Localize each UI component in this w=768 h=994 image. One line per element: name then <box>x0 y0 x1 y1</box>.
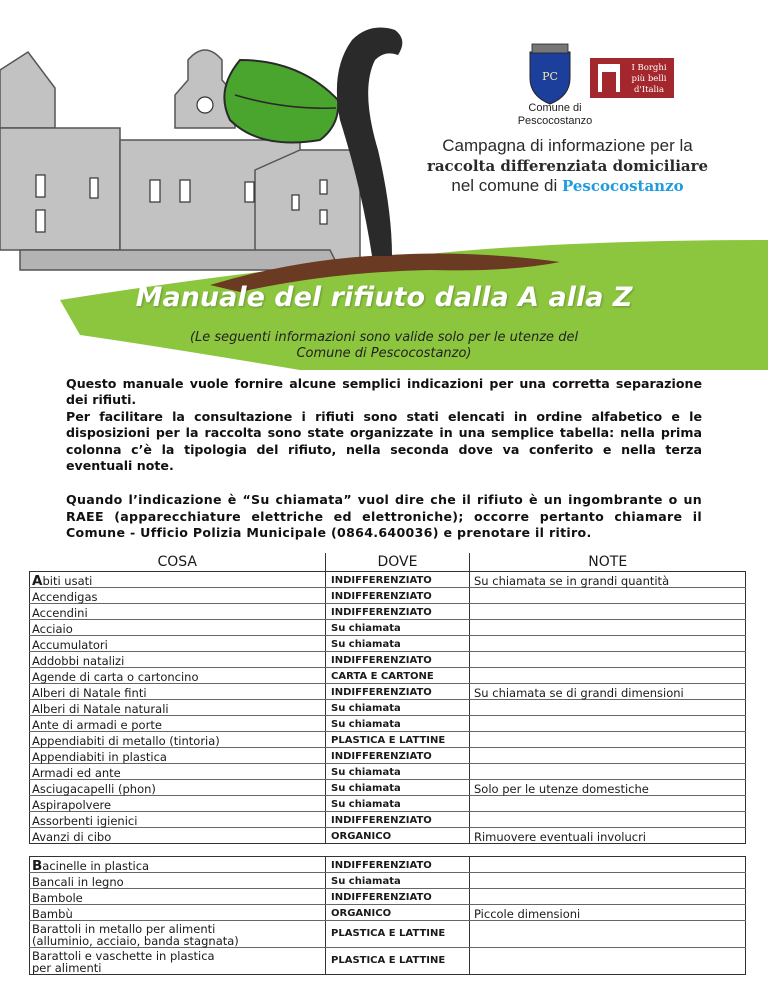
waste-table <box>29 553 746 975</box>
table-row <box>30 889 746 905</box>
cell-note <box>470 873 746 889</box>
cell-note: Piccole dimensioni <box>470 905 746 921</box>
subtitle-line2: Comune di Pescocostanzo) <box>296 346 472 361</box>
cell-dove: Su chiamata <box>326 873 470 889</box>
borghi-logo-line2: più belli <box>631 74 667 84</box>
cell-note: Su chiamata se di grandi dimensioni <box>470 684 746 700</box>
cell-dove: INDIFFERENZIATO <box>326 889 470 905</box>
cell-note: Rimuovere eventuali involucri <box>470 828 746 844</box>
cell-note: Su chiamata se in grandi quantità <box>470 572 746 588</box>
cell-dove: INDIFFERENZIATO <box>326 604 470 620</box>
cell-note <box>470 748 746 764</box>
campaign-town: Pescocostanzo <box>561 177 684 195</box>
table-row <box>30 732 746 748</box>
table-row <box>30 796 746 812</box>
campaign-line3-prefix: nel comune di <box>451 176 558 195</box>
intro-p3: Quando l’indicazione è “Su chiamata” vuol dire che il rifiuto è un ingombrante o un RAEE (apparecchiature elettriche ed elettroniche); occorre pertanto chiamare il Comune - Ufficio Polizia Municipale (0864.640036) e prenotare il ritiro. <box>66 492 702 541</box>
cell-cosa: Accendigas <box>30 588 326 604</box>
cell-dove: Su chiamata <box>326 780 470 796</box>
cosa-line2: per alimenti <box>32 961 102 975</box>
cell-cosa: Acciaio <box>30 620 326 636</box>
cell-note <box>470 700 746 716</box>
cell-dove: PLASTICA E LATTINE <box>326 921 470 948</box>
page-subtitle <box>100 330 668 362</box>
cell-note <box>470 764 746 780</box>
cell-cosa: Accendini <box>30 604 326 620</box>
cell-dove: ORGANICO <box>326 828 470 844</box>
table-row <box>30 748 746 764</box>
cosa-line1: Barattoli in metallo per alimenti <box>32 922 216 936</box>
cell-cosa <box>30 948 326 975</box>
cell-cosa <box>30 921 326 948</box>
crest-logo <box>530 44 570 104</box>
intro-text <box>66 376 702 542</box>
table-row <box>30 905 746 921</box>
cell-cosa: Agende di carta o cartoncino <box>30 668 326 684</box>
cell-note <box>470 812 746 828</box>
cell-dove: CARTA E CARTONE <box>326 668 470 684</box>
cell-note <box>470 796 746 812</box>
borghi-logo <box>590 58 674 98</box>
cell-dove: Su chiamata <box>326 716 470 732</box>
cosa-text: acinelle in plastica <box>42 859 150 873</box>
cell-cosa: Appendiabiti di metallo (tintoria) <box>30 732 326 748</box>
page-title: Manuale del rifiuto dalla A alla Z <box>135 282 633 313</box>
cell-cosa <box>30 572 326 588</box>
cell-note <box>470 857 746 873</box>
cell-cosa: Avanzi di cibo <box>30 828 326 844</box>
table-row <box>30 857 746 873</box>
cell-dove: INDIFFERENZIATO <box>326 684 470 700</box>
intro-paragraph-1 <box>66 376 702 474</box>
borghi-logo-line3: d'Italia <box>633 85 665 95</box>
subtitle-line1: (Le seguenti informazioni sono valide solo per le utenze del <box>189 330 579 345</box>
crest-caption <box>490 102 620 128</box>
cell-cosa: Ante di armadi e porte <box>30 716 326 732</box>
cell-dove: INDIFFERENZIATO <box>326 588 470 604</box>
cell-note <box>470 921 746 948</box>
campaign-line2: raccolta differenziata domiciliare <box>426 157 709 175</box>
table-row <box>30 764 746 780</box>
cell-note <box>470 604 746 620</box>
table-row <box>30 828 746 844</box>
table-header-row <box>30 553 746 572</box>
table-row <box>30 780 746 796</box>
table-row <box>30 572 746 588</box>
table-row <box>30 921 746 948</box>
table-row <box>30 716 746 732</box>
cell-dove: INDIFFERENZIATO <box>326 748 470 764</box>
header-note: NOTE <box>470 553 746 572</box>
cell-cosa: Armadi ed ante <box>30 764 326 780</box>
cell-cosa: Bambole <box>30 889 326 905</box>
cell-dove: Su chiamata <box>326 700 470 716</box>
campaign-line1: Campagna di informazione per la <box>442 136 693 155</box>
cell-dove: Su chiamata <box>326 764 470 780</box>
cell-cosa <box>30 857 326 873</box>
table-row <box>30 812 746 828</box>
table-row <box>30 604 746 620</box>
sprout-leaf <box>224 60 338 143</box>
cell-note <box>470 636 746 652</box>
letter-initial: B <box>32 858 43 874</box>
letter-initial: A <box>32 573 43 589</box>
crest-caption-line2: Pescocostanzo <box>517 115 593 127</box>
campaign-heading <box>380 136 755 196</box>
cell-dove: Su chiamata <box>326 796 470 812</box>
cell-cosa: Alberi di Natale finti <box>30 684 326 700</box>
table-row <box>30 636 746 652</box>
cell-dove: INDIFFERENZIATO <box>326 857 470 873</box>
cell-dove: PLASTICA E LATTINE <box>326 948 470 975</box>
cell-cosa: Alberi di Natale naturali <box>30 700 326 716</box>
cell-cosa: Accumulatori <box>30 636 326 652</box>
cell-note <box>470 889 746 905</box>
cell-note <box>470 716 746 732</box>
cell-dove: PLASTICA E LATTINE <box>326 732 470 748</box>
cell-cosa: Appendiabiti in plastica <box>30 748 326 764</box>
header-cosa: COSA <box>30 553 326 572</box>
cell-cosa: Addobbi natalizi <box>30 652 326 668</box>
cell-cosa: Assorbenti igienici <box>30 812 326 828</box>
table-row <box>30 588 746 604</box>
cell-dove: Su chiamata <box>326 636 470 652</box>
table-row <box>30 873 746 889</box>
cell-cosa: Aspirapolvere <box>30 796 326 812</box>
intro-p1: Questo manuale vuole fornire alcune semplici indicazioni per una corretta separazione dei rifiuti. <box>66 376 702 408</box>
table-row <box>30 948 746 975</box>
cell-cosa: Asciugacapelli (phon) <box>30 780 326 796</box>
cell-note <box>470 948 746 975</box>
cell-dove: Su chiamata <box>326 620 470 636</box>
intro-p2: Per facilitare la consultazione i rifiuti sono stati elencati in ordine alfabetico e le disposizioni per la raccolta sono state organizzate in una semplice tabella: nella prima colonna c’è la tipologia del rifiuto, nella seconda dove va conferito e nella terza eventuali note. <box>66 408 702 474</box>
table-row <box>30 684 746 700</box>
cosa-line2: (alluminio, acciaio, banda stagnata) <box>32 934 239 948</box>
cell-cosa: Bambù <box>30 905 326 921</box>
svg-text:PC: PC <box>542 70 558 83</box>
table-row <box>30 668 746 684</box>
cosa-line1: Barattoli e vaschette in plastica <box>32 949 215 963</box>
cell-note <box>470 652 746 668</box>
cell-dove: ORGANICO <box>326 905 470 921</box>
cell-note <box>470 620 746 636</box>
cell-note <box>470 732 746 748</box>
cell-dove: INDIFFERENZIATO <box>326 652 470 668</box>
campaign-line3 <box>380 176 755 196</box>
crest-caption-line1: Comune di <box>528 102 582 114</box>
cell-dove: INDIFFERENZIATO <box>326 572 470 588</box>
cell-note <box>470 668 746 684</box>
cosa-text: biti usati <box>42 574 93 588</box>
table-row <box>30 652 746 668</box>
table-row <box>30 620 746 636</box>
cell-note: Solo per le utenze domestiche <box>470 780 746 796</box>
table-row <box>30 700 746 716</box>
header-dove: DOVE <box>326 553 470 572</box>
cell-note <box>470 588 746 604</box>
borghi-logo-line1: I Borghi <box>631 63 667 73</box>
cell-cosa: Bancali in legno <box>30 873 326 889</box>
section-gap <box>30 844 746 857</box>
cell-dove: INDIFFERENZIATO <box>326 812 470 828</box>
